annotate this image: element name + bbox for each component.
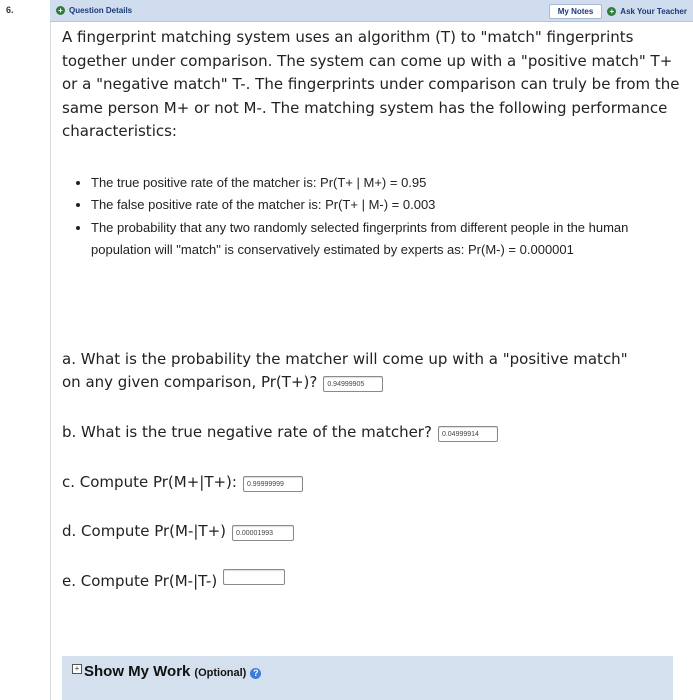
list-item: • The probability that any two randomly selected fingerprints from different people in the human population will "match" is conservatively estimated by experts as: Pr(M-) = 0.000001 bbox=[91, 217, 682, 262]
part-d-label: d. Compute Pr(M-|T+) bbox=[62, 522, 227, 540]
part-e bbox=[62, 569, 285, 593]
show-my-work-panel[interactable] bbox=[62, 656, 673, 700]
question-header-bar bbox=[50, 0, 693, 22]
header-links bbox=[549, 4, 687, 19]
answer-input-e[interactable] bbox=[223, 569, 285, 585]
part-b-label: b. What is the true negative rate of the matcher? bbox=[62, 423, 432, 441]
expand-icon[interactable]: + bbox=[72, 664, 82, 674]
plus-icon: + bbox=[607, 7, 616, 16]
help-icon[interactable]: ? bbox=[250, 668, 261, 679]
answer-input-d[interactable]: 0.00001993 bbox=[232, 525, 294, 541]
part-c bbox=[62, 471, 303, 494]
part-d bbox=[62, 520, 294, 543]
question-details-toggle[interactable] bbox=[56, 6, 132, 15]
part-a bbox=[62, 348, 628, 394]
ask-teacher-button[interactable] bbox=[607, 7, 687, 16]
answer-input-a[interactable]: 0.94999905 bbox=[323, 376, 383, 392]
show-my-work-toggle[interactable] bbox=[84, 663, 261, 680]
answer-input-b[interactable]: 0.04999914 bbox=[438, 426, 498, 442]
part-e-label: e. Compute Pr(M-|T-) bbox=[62, 572, 218, 590]
answer-input-c[interactable]: 0.99999999 bbox=[243, 476, 303, 492]
part-b bbox=[62, 421, 498, 444]
my-notes-button[interactable]: My Notes bbox=[549, 4, 603, 19]
ask-teacher-label: Ask Your Teacher bbox=[620, 7, 687, 16]
list-item: • The false positive rate of the matcher is: Pr(T+ | M-) = 0.003 bbox=[91, 194, 682, 217]
part-a-label: on any given comparison, Pr(T+)? bbox=[62, 373, 318, 391]
part-c-label: c. Compute Pr(M+|T+): bbox=[62, 473, 237, 491]
question-number: 6. bbox=[6, 5, 14, 15]
part-a-line2 bbox=[62, 371, 628, 394]
left-rail bbox=[0, 0, 51, 700]
list-item: • The true positive rate of the matcher is: Pr(T+ | M+) = 0.95 bbox=[91, 172, 682, 195]
optional-label: (Optional) bbox=[194, 667, 247, 679]
question-body bbox=[62, 26, 682, 262]
show-my-work-label: Show My Work bbox=[84, 663, 191, 680]
part-a-line1: a. What is the probability the matcher will come up with a "positive match" bbox=[62, 350, 628, 368]
plus-icon: + bbox=[56, 6, 65, 15]
question-intro: A fingerprint matching system uses an algorithm (T) to "match" fingerprints together under comparison. The system can come up with a "positive match" T+ or a "negative match" T-. The fingerprints under comparison can truly be from the same person M+ or not M-. The matching system has the following performance characteristics: bbox=[62, 28, 680, 140]
characteristics-list bbox=[62, 172, 682, 262]
question-details-label: Question Details bbox=[69, 6, 133, 15]
